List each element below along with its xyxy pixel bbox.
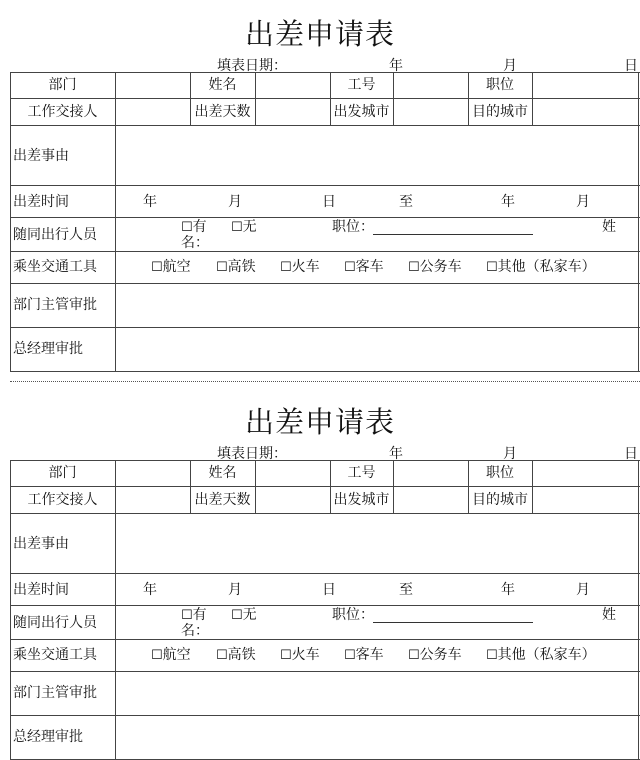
travel-application-form-1 <box>0 0 640 372</box>
trip-reason-label: 出差事由 <box>13 536 69 552</box>
transport-label: 乘坐交通工具 <box>13 647 97 663</box>
gm-approval-label: 总经理审批 <box>13 341 83 357</box>
form-title: 出差申请表 <box>244 405 395 439</box>
checkbox-icon: ☐ <box>280 260 292 275</box>
companion-name-label-part2: 名： <box>181 235 209 251</box>
trip-reason-label: 出差事由 <box>13 148 69 164</box>
transport-option-coach[interactable] <box>344 646 384 665</box>
companion-position-field[interactable] <box>373 622 533 623</box>
transport-option-other[interactable] <box>486 258 596 277</box>
name-label: 姓名 <box>208 77 237 93</box>
fill-date-month: 月 <box>503 446 517 462</box>
start-day-label: 日 <box>322 582 336 598</box>
transport-option-label: 高铁 <box>227 647 256 663</box>
destination-city-label: 目的城市 <box>472 104 528 120</box>
companion-position-field[interactable] <box>373 234 533 235</box>
start-year-label: 年 <box>143 194 157 210</box>
transport-option-label: 火车 <box>291 259 320 275</box>
companion-name-label-part2: 名： <box>181 623 209 639</box>
start-month-label: 月 <box>228 194 242 210</box>
departure-city-label: 出发城市 <box>333 492 390 508</box>
checkbox-icon: ☐ <box>486 648 498 663</box>
trip-time-label: 出差时间 <box>13 194 69 210</box>
fill-date-label: 填表日期： <box>217 446 287 462</box>
transport-option-label: 其他（私家车） <box>497 647 596 663</box>
checkbox-icon: ☐ <box>280 648 292 663</box>
departure-city-label: 出发城市 <box>333 104 390 120</box>
transport-option-train[interactable] <box>280 258 320 277</box>
fill-date-month: 月 <box>503 58 517 74</box>
transport-option-official-car[interactable] <box>408 258 462 277</box>
dept-label: 部门 <box>48 465 77 481</box>
trip-days-label: 出差天数 <box>194 492 251 508</box>
trip-time-label: 出差时间 <box>13 582 69 598</box>
end-year-label: 年 <box>501 194 515 210</box>
checkbox-icon: ☐ <box>151 648 163 663</box>
transport-option-high-speed-rail[interactable] <box>216 258 256 277</box>
checkbox-icon: ☐ <box>151 260 163 275</box>
checkbox-icon: ☐ <box>181 608 193 623</box>
dept-label: 部门 <box>48 77 77 93</box>
end-year-label: 年 <box>501 582 515 598</box>
position-label: 职位 <box>486 77 514 93</box>
transport-option-label: 其他（私家车） <box>497 259 596 275</box>
transport-label: 乘坐交通工具 <box>13 259 97 275</box>
handover-label: 工作交接人 <box>27 492 98 508</box>
transport-option-label: 航空 <box>162 647 191 663</box>
companion-no-label: 无 <box>242 607 257 623</box>
checkbox-icon: ☐ <box>344 260 356 275</box>
transport-option-label: 火车 <box>291 647 320 663</box>
companion-no-label: 无 <box>242 219 257 235</box>
transport-option-label: 公务车 <box>419 647 462 663</box>
companion-yes-label: 有 <box>192 219 207 235</box>
checkbox-icon: ☐ <box>486 260 498 275</box>
transport-option-coach[interactable] <box>344 258 384 277</box>
position-label: 职位 <box>486 465 514 481</box>
fill-date-row <box>0 55 640 73</box>
form-separator <box>10 381 640 382</box>
transport-option-air[interactable] <box>151 646 191 665</box>
transport-option-high-speed-rail[interactable] <box>216 646 256 665</box>
transport-option-label: 航空 <box>162 259 191 275</box>
fill-date-year: 年 <box>389 58 403 74</box>
checkbox-icon: ☐ <box>231 220 243 235</box>
destination-city-label: 目的城市 <box>472 492 528 508</box>
dept-approval-label: 部门主管审批 <box>13 685 97 701</box>
fill-date-year: 年 <box>389 446 403 462</box>
companion-label: 随同出行人员 <box>13 227 97 243</box>
end-month-label: 月 <box>576 582 590 598</box>
handover-label: 工作交接人 <box>27 104 98 120</box>
transport-option-label: 客车 <box>355 259 384 275</box>
companion-name-label-part1: 姓 <box>602 219 616 235</box>
start-year-label: 年 <box>143 582 157 598</box>
companion-position-label: 职位： <box>332 607 374 623</box>
companion-name-label-part1: 姓 <box>602 607 616 623</box>
job-number-label: 工号 <box>347 77 376 93</box>
job-number-label: 工号 <box>347 465 376 481</box>
companion-yes-label: 有 <box>192 607 207 623</box>
transport-option-other[interactable] <box>486 646 596 665</box>
travel-application-form-2 <box>0 388 640 760</box>
checkbox-icon: ☐ <box>216 648 228 663</box>
fill-date-day: 日 <box>624 446 638 462</box>
application-table <box>10 460 640 760</box>
checkbox-icon: ☐ <box>231 608 243 623</box>
to-label: 至 <box>399 582 413 598</box>
transport-option-label: 客车 <box>355 647 384 663</box>
fill-date-day: 日 <box>624 58 638 74</box>
checkbox-icon: ☐ <box>216 260 228 275</box>
to-label: 至 <box>399 194 413 210</box>
gm-approval-label: 总经理审批 <box>13 729 83 745</box>
name-label: 姓名 <box>208 465 237 481</box>
trip-days-label: 出差天数 <box>194 104 251 120</box>
start-day-label: 日 <box>322 194 336 210</box>
fill-date-row <box>0 443 640 461</box>
transport-option-train[interactable] <box>280 646 320 665</box>
companion-no-checkbox[interactable] <box>231 606 257 625</box>
checkbox-icon: ☐ <box>344 648 356 663</box>
fill-date-label: 填表日期： <box>217 58 287 74</box>
transport-option-label: 公务车 <box>419 259 462 275</box>
transport-option-air[interactable] <box>151 258 191 277</box>
companion-label: 随同出行人员 <box>13 615 97 631</box>
transport-option-label: 高铁 <box>227 259 256 275</box>
checkbox-icon: ☐ <box>408 648 420 663</box>
dept-approval-label: 部门主管审批 <box>13 297 97 313</box>
checkbox-icon: ☐ <box>181 220 193 235</box>
form-title: 出差申请表 <box>244 17 395 51</box>
application-table <box>10 72 640 372</box>
transport-option-official-car[interactable] <box>408 646 462 665</box>
companion-position-label: 职位： <box>332 219 374 235</box>
start-month-label: 月 <box>228 582 242 598</box>
checkbox-icon: ☐ <box>408 260 420 275</box>
companion-no-checkbox[interactable] <box>231 218 257 237</box>
end-month-label: 月 <box>576 194 590 210</box>
